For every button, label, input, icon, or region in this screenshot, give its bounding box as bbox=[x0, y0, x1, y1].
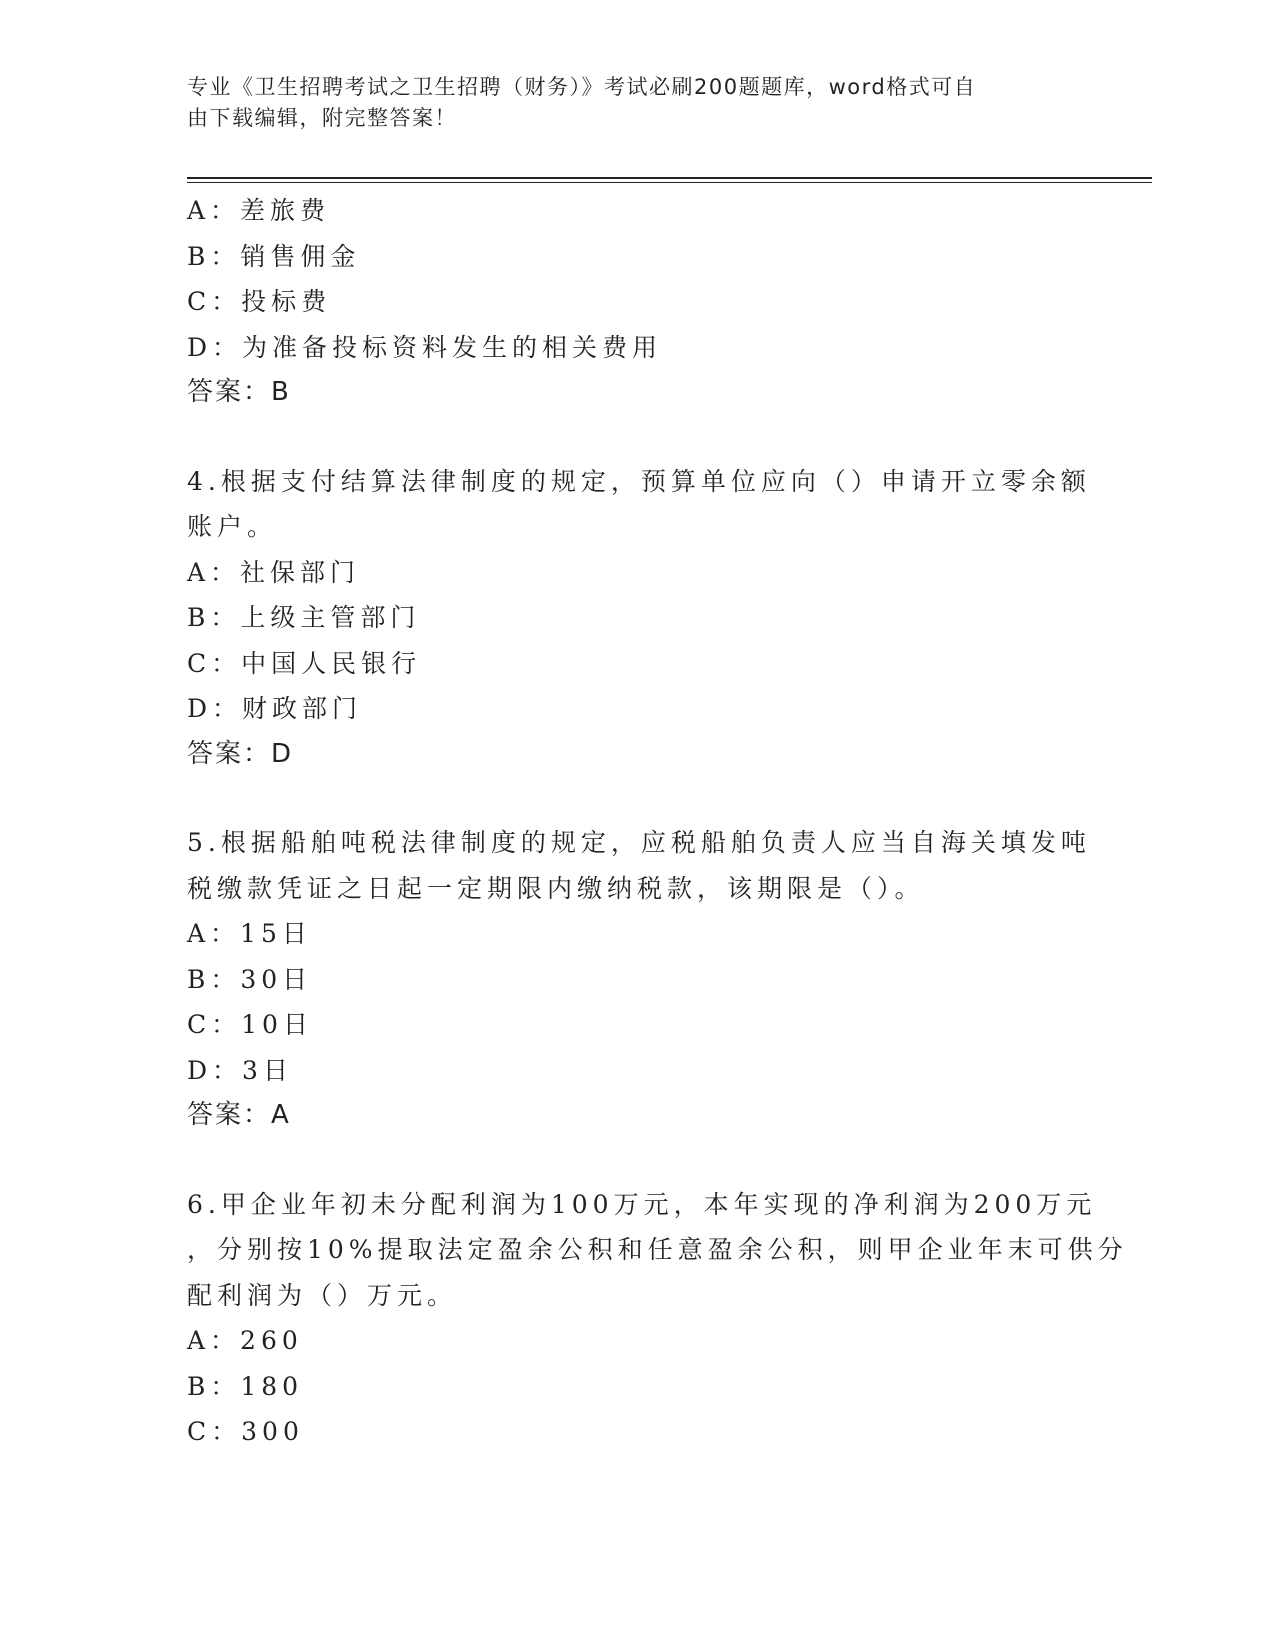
answer: 答案：D bbox=[187, 738, 294, 769]
option-c: C：投标费 bbox=[187, 287, 332, 316]
question-stem-line: 账户。 bbox=[187, 512, 278, 541]
question-stem-line: 5.根据船舶吨税法律制度的规定，应税船舶负责人应当自海关填发吨 bbox=[187, 828, 1091, 857]
option-d: D：3日 bbox=[187, 1055, 293, 1085]
option-a: A：260 bbox=[187, 1326, 303, 1355]
question-6 bbox=[187, 1182, 1128, 1455]
question-3 bbox=[187, 188, 1087, 416]
option-b: B：30日 bbox=[187, 964, 313, 994]
question-stem-line: 税缴款凭证之日起一定期限内缴纳税款，该期限是（）。 bbox=[187, 873, 925, 903]
document-header bbox=[187, 72, 1067, 134]
question-stem-line: 6.甲企业年初未分配利润为100万元，本年实现的净利润为200万元 bbox=[187, 1189, 1097, 1219]
question-4 bbox=[187, 459, 1091, 778]
option-c: C：300 bbox=[187, 1417, 304, 1446]
option-a: A：15日 bbox=[187, 919, 312, 948]
option-d: D：财政部门 bbox=[187, 694, 363, 723]
header-rule-thick bbox=[187, 177, 1152, 179]
header-line-1: 专业《卫生招聘考试之卫生招聘（财务）》考试必刷200题题库，word格式可自 bbox=[187, 75, 977, 99]
option-b: B：销售佣金 bbox=[187, 241, 361, 271]
question-stem-line: 配利润为（）万元。 bbox=[187, 1280, 458, 1310]
option-b: B：180 bbox=[187, 1371, 304, 1401]
question-5 bbox=[187, 820, 1091, 1139]
option-c: C：10日 bbox=[187, 1010, 313, 1039]
answer: 答案：A bbox=[187, 1100, 291, 1130]
question-stem-line: 4.根据支付结算法律制度的规定，预算单位应向（）申请开立零余额 bbox=[187, 466, 1091, 496]
header-rule-thin bbox=[187, 182, 1152, 183]
header-line-2: 由下载编辑，附完整答案！ bbox=[187, 106, 457, 130]
question-stem-line: ，分别按10%提取法定盈余公积和任意盈余公积，则甲企业年末可供分 bbox=[187, 1235, 1128, 1264]
option-b: B：上级主管部门 bbox=[187, 603, 421, 632]
answer: 答案：B bbox=[187, 377, 291, 407]
option-d: D：为准备投标资料发生的相关费用 bbox=[187, 332, 663, 362]
option-a: A：社保部门 bbox=[187, 557, 361, 587]
option-c: C：中国人民银行 bbox=[187, 648, 422, 678]
option-a: A：差旅费 bbox=[187, 196, 331, 225]
question-list bbox=[187, 188, 1128, 1455]
